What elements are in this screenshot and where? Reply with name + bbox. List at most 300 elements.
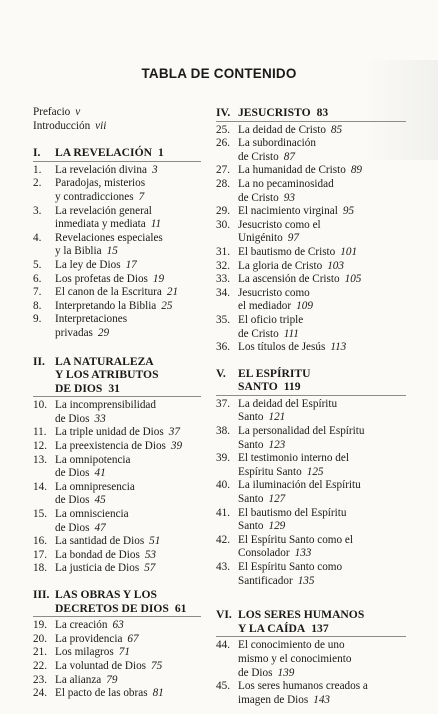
entry-title: [238, 273, 406, 287]
section-title: [238, 608, 406, 635]
entry-title-line: Jesucristo como: [238, 286, 310, 299]
page-number: 109: [296, 300, 313, 313]
toc-entry: [216, 178, 406, 205]
toc-entry: [33, 177, 201, 204]
entry-number: 18.: [33, 562, 47, 575]
entry-number: 28.: [216, 177, 230, 190]
entry-number: 1.: [33, 163, 42, 176]
entry-title-last-line: [55, 300, 201, 314]
entry-title-line: El conocimiento de uno: [238, 639, 345, 652]
section-title: [55, 588, 201, 615]
entry-number: 40.: [216, 479, 230, 492]
entry-title-last-line: [55, 646, 201, 660]
entry-number: 36.: [216, 341, 230, 354]
entry-title: [238, 219, 406, 246]
toc-entry: [33, 633, 201, 647]
entry-title-line: y contradicciones: [55, 190, 134, 203]
toc-column-left: [33, 106, 201, 701]
entry-title-line: Consolador: [238, 547, 290, 560]
page-number: 97: [287, 232, 299, 245]
section-number: III.: [33, 588, 50, 601]
section-title: [55, 146, 201, 160]
section-title-line: SANTO: [238, 380, 278, 394]
page-number: 7: [138, 190, 145, 203]
entry-title-last-line: [55, 286, 201, 300]
section-heading: [216, 608, 406, 635]
toc-entry: [216, 507, 406, 534]
section-title-line: JESUCRISTO: [238, 106, 311, 119]
entry-title: [55, 562, 201, 576]
entry-title-last-line: [55, 273, 201, 287]
entry-title-last-line: [55, 259, 201, 273]
page-number: 45: [94, 494, 106, 507]
page-number: 21: [166, 286, 179, 299]
page-number: 111: [283, 327, 299, 340]
spacer: [216, 355, 406, 367]
section-title: [238, 367, 406, 394]
section-page-number: 83: [316, 106, 329, 119]
page-number: 63: [112, 619, 124, 632]
section-page-number: 119: [283, 380, 301, 394]
entry-title: [55, 440, 201, 454]
entry-title-line: La subordinación: [238, 137, 316, 150]
entry-title-line: La ley de Dios: [55, 258, 121, 271]
entry-title: [55, 300, 201, 314]
toc-entry: [216, 534, 406, 561]
entry-title-line: de Dios: [55, 467, 90, 480]
spacer: [33, 133, 201, 146]
entry-title: [238, 479, 406, 506]
page-number: 89: [350, 164, 362, 177]
entry-title: [55, 313, 201, 340]
entry-title-line: La providencia: [55, 632, 123, 645]
page-number: 41: [94, 467, 106, 480]
entry-title: [238, 561, 406, 588]
entry-number: 12.: [33, 440, 47, 453]
entry-title-line: La creación: [55, 619, 108, 632]
entry-title-line: Los milagros: [55, 646, 114, 659]
page-number: 103: [327, 259, 344, 272]
toc-entry: [33, 481, 201, 508]
toc-entry: [33, 674, 201, 688]
entry-title-line: El oficio triple: [238, 313, 304, 326]
entry-number: 27.: [216, 164, 230, 177]
page-number: 133: [294, 547, 312, 560]
toc-entry: [216, 561, 406, 588]
entry-title: [55, 535, 201, 549]
entry-number: 37.: [216, 397, 230, 410]
page-number: 51: [149, 535, 161, 548]
entry-title-last-line: [238, 547, 406, 561]
page-number: 33: [94, 412, 106, 425]
toc-entry: [33, 646, 201, 660]
page-number: 85: [330, 123, 343, 136]
toc-entry: [216, 260, 406, 274]
toc-entry: [216, 398, 406, 425]
toc-entry: [33, 286, 201, 300]
entry-title-last-line: [238, 694, 406, 708]
toc-entry: [216, 205, 406, 219]
page-number: 3: [151, 163, 158, 176]
prefatory-list: [33, 106, 201, 133]
section-title: [55, 355, 201, 396]
page-number: 87: [283, 150, 295, 163]
entry-title-line: de Dios: [238, 666, 273, 679]
entry-title: [238, 137, 406, 164]
entry-title-line: La ascensión de Cristo: [238, 273, 340, 286]
entry-number: 29.: [216, 205, 230, 218]
page-number: vii: [95, 119, 107, 132]
entry-title: [55, 646, 201, 660]
section-title-line: Y LA CAÍDA: [238, 621, 306, 635]
page-number: 95: [342, 205, 355, 218]
toc-entry: [33, 454, 201, 481]
entry-title-line: El canon de la Escritura: [55, 286, 162, 299]
page-number: 37: [168, 426, 180, 439]
entry-title-line: Los títulos de Jesús: [238, 341, 326, 354]
toc-entry: [216, 425, 406, 452]
entry-number: 2.: [33, 177, 42, 190]
toc-entry: [216, 219, 406, 246]
toc-entry: [216, 680, 406, 707]
entry-title-last-line: [238, 260, 406, 274]
section-rule: [33, 616, 201, 617]
entry-title: [55, 687, 201, 701]
toc-entry: [216, 341, 406, 355]
entry-title-line: Interpretaciones: [55, 313, 128, 326]
entry-number: 11.: [33, 426, 47, 439]
toc-entry: [216, 452, 406, 479]
page-number: 123: [268, 438, 286, 451]
page-number: 53: [144, 548, 157, 561]
entry-number: 16.: [33, 535, 47, 548]
page-number: 143: [313, 693, 330, 706]
entry-number: 30.: [216, 218, 230, 231]
entry-title-line: La iluminación del Espíritu: [238, 479, 361, 492]
entry-title-line: de Dios: [55, 521, 90, 534]
entry-number: 42.: [216, 533, 230, 546]
entry-title-line: Santo: [238, 493, 264, 506]
entry-title-last-line: [238, 205, 406, 219]
entry-title-line: privadas: [55, 326, 93, 339]
entry-number: 9.: [33, 313, 42, 326]
entry-title-last-line: [238, 328, 406, 342]
section-number: I.: [33, 146, 41, 160]
toc-entry: [33, 660, 201, 674]
entry-title-last-line: [238, 246, 406, 260]
entry-number: 7.: [33, 286, 42, 299]
entry-number: 45.: [216, 680, 230, 693]
entry-number: 43.: [216, 561, 230, 573]
entry-title-last-line: [55, 633, 201, 647]
page-number: 125: [306, 465, 324, 478]
entry-title-line: La personalidad del Espíritu: [238, 425, 365, 438]
entry-title-line: Revelaciones especiales: [55, 231, 163, 244]
toc-entry: [216, 314, 406, 341]
entry-title: [238, 680, 406, 707]
page-number: 121: [268, 411, 286, 424]
entry-title-last-line: [55, 191, 201, 205]
entry-title: [55, 633, 201, 647]
entry-number: 32.: [216, 259, 230, 272]
entry-title: [55, 259, 201, 273]
entry-title: [238, 124, 406, 138]
entry-title-line: de Cristo: [238, 327, 279, 340]
section-number: V.: [216, 366, 226, 380]
toc-entry: [33, 619, 201, 633]
section-title-last-line: [55, 382, 201, 396]
entry-title-last-line: [238, 439, 406, 453]
entry-title-line: La revelación divina: [55, 163, 147, 176]
entry-number: 17.: [33, 548, 47, 561]
entry-title-last-line: [55, 494, 201, 508]
entry-title-last-line: [55, 619, 201, 633]
entry-title-last-line: [238, 493, 406, 507]
section-title-last-line: [55, 146, 201, 160]
entry-title-last-line: [55, 218, 201, 232]
entry-title: [238, 398, 406, 425]
entry-title-line: inmediata y mediata: [55, 218, 146, 231]
page-number: 17: [125, 258, 137, 271]
section-title-line: DECRETOS DE DIOS: [55, 601, 169, 615]
section-heading: [216, 367, 406, 394]
entry-title: [238, 452, 406, 479]
entry-title-line: La triple unidad de Dios: [55, 426, 164, 439]
entry-number: 33.: [216, 273, 230, 286]
toc-entry: [33, 687, 201, 701]
entry-title-line: La alianza: [55, 673, 102, 686]
section-rule: [216, 395, 406, 396]
entry-title: [55, 286, 201, 300]
page-number: 139: [277, 666, 295, 679]
entry-title: [238, 314, 406, 341]
entry-number: 23.: [33, 673, 47, 686]
entry-title: [238, 205, 406, 219]
spacer: [33, 341, 201, 355]
toc-entry: [33, 259, 201, 273]
section-title-line: EL ESPÍRITU: [238, 366, 311, 380]
entry-title-last-line: [55, 467, 201, 481]
entry-title: [55, 273, 201, 287]
section-heading: [33, 588, 201, 615]
entry-title-last-line: [55, 660, 201, 674]
entry-title: [238, 287, 406, 314]
entry-title-line: La revelación general: [55, 204, 152, 217]
section-title-last-line: [238, 380, 406, 394]
entry-title-line: Paradojas, misterios: [55, 177, 146, 190]
entry-title-line: El testimonio interno del: [238, 452, 349, 465]
entry-title-line: El Espíritu Santo como el: [238, 533, 353, 546]
entry-title-last-line: [55, 522, 201, 536]
entry-title-line: Santo: [238, 438, 264, 451]
section-page-number: 31: [108, 381, 120, 395]
entry-title-line: La bondad de Dios: [55, 548, 140, 561]
entry-title-line: el mediador: [238, 300, 292, 313]
entry-title-last-line: [55, 562, 201, 576]
entry-number: 6.: [33, 272, 42, 285]
entry-title: [55, 426, 201, 440]
page-number: 19: [152, 272, 165, 285]
prefatory-item: [33, 120, 201, 134]
page-number: 105: [344, 273, 362, 286]
entry-number: 22.: [33, 659, 47, 672]
entry-title-line: Interpretando la Biblia: [55, 299, 157, 312]
entry-title: [55, 232, 201, 259]
section-rule: [216, 121, 406, 122]
entry-number: 24.: [33, 687, 47, 700]
entry-title-last-line: [238, 232, 406, 246]
entry-title: [238, 534, 406, 561]
entry-title-last-line: [55, 535, 201, 549]
section-number: II.: [33, 354, 45, 368]
entry-title-line: El pacto de las obras: [55, 687, 148, 700]
toc-entry: [33, 426, 201, 440]
entry-number: 44.: [216, 639, 230, 652]
entry-title-line: La omnipresencia: [55, 480, 135, 493]
page-number: 75: [151, 659, 163, 672]
toc-entry: [33, 313, 201, 340]
page-number: v: [75, 106, 81, 118]
section-title-last-line: [55, 602, 201, 616]
entry-number: 20.: [33, 632, 47, 645]
entry-title: [238, 507, 406, 534]
toc-entry: [216, 287, 406, 314]
page-number: 47: [94, 521, 106, 534]
section-rule: [33, 396, 201, 397]
entry-title-last-line: [238, 124, 406, 138]
page-number: 57: [144, 562, 156, 575]
entry-title-line: La voluntad de Dios: [55, 659, 147, 672]
toc-column-right: [216, 106, 406, 707]
entry-number: 13.: [33, 453, 47, 466]
page-number: 81: [152, 687, 164, 700]
entry-title-last-line: [238, 273, 406, 287]
section-title-line: LOS SERES HUMANOS: [238, 608, 365, 622]
entry-title-line: La no pecaminosidad: [238, 177, 334, 190]
spacer: [216, 588, 406, 608]
entry-number: 41.: [216, 506, 230, 519]
entry-title-line: La justicia de Dios: [55, 562, 140, 575]
entry-title: [238, 178, 406, 205]
entry-title-last-line: [238, 466, 406, 480]
entry-title: [55, 674, 201, 688]
toc-entry: [216, 124, 406, 138]
entry-title: [238, 246, 406, 260]
section-title-line: LA NATURALEZA: [55, 354, 154, 368]
entry-title: [238, 341, 406, 355]
entry-title: [238, 260, 406, 274]
entry-number: 26.: [216, 137, 230, 150]
entry-number: 39.: [216, 452, 230, 465]
entry-title: [55, 549, 201, 563]
section-rule: [216, 636, 406, 637]
entry-title-line: La humanidad de Cristo: [238, 164, 346, 177]
entry-title-last-line: [238, 192, 406, 206]
right-sections: [216, 106, 406, 707]
page-number: 79: [106, 673, 118, 686]
toc-entry: [216, 246, 406, 260]
left-sections: [33, 146, 201, 701]
section-heading: [216, 106, 406, 120]
entry-number: 15.: [33, 508, 47, 521]
entry-title-last-line: [238, 151, 406, 165]
toc-entry: [33, 273, 201, 287]
toc-entry: [33, 164, 201, 178]
entry-title-last-line: [55, 245, 201, 259]
section-rule: [33, 161, 201, 162]
toc-entry: [216, 273, 406, 287]
section-heading: [33, 146, 201, 160]
entry-title-last-line: [238, 575, 406, 589]
toc-entry: [33, 300, 201, 314]
entry-title: [55, 619, 201, 633]
toc-entry: [33, 535, 201, 549]
section-title-line: DE DIOS: [55, 381, 103, 395]
section-heading: [33, 355, 201, 396]
entry-title-line: El bautismo del Espíritu: [238, 506, 347, 519]
toc-entry: [216, 164, 406, 178]
page-number: 25: [161, 299, 173, 312]
entry-title-last-line: [238, 300, 406, 314]
page-number: 39: [170, 440, 183, 453]
toc-entry: [216, 639, 406, 680]
section-title: [238, 106, 406, 120]
section-title-last-line: [238, 622, 406, 636]
prefatory-label: Introducción: [33, 119, 91, 132]
entry-title-line: Los profetas de Dios: [55, 272, 148, 285]
entry-number: 25.: [216, 123, 230, 136]
entry-title-line: La omnipotencia: [55, 453, 131, 466]
entry-title-line: La incomprensibilidad: [55, 399, 156, 412]
entry-number: 14.: [33, 480, 47, 493]
entry-title: [55, 454, 201, 481]
entry-title-last-line: [55, 674, 201, 688]
section-title-last-line: [238, 106, 406, 120]
entry-title: [238, 164, 406, 178]
entry-number: 38.: [216, 425, 230, 438]
page-number: 11: [150, 218, 162, 231]
entry-title-line: La omnisciencia: [55, 508, 129, 521]
entry-number: 19.: [33, 619, 47, 632]
entry-number: 5.: [33, 258, 42, 271]
toc-entry: [33, 399, 201, 426]
entry-number: 3.: [33, 204, 42, 217]
entry-title-line: Santo: [238, 520, 264, 533]
entry-number: 34.: [216, 286, 230, 299]
entry-title-last-line: [55, 413, 201, 427]
entry-title: [55, 205, 201, 232]
section-title-line: LAS OBRAS Y LOS: [55, 588, 157, 601]
prefatory-item: [33, 106, 201, 120]
entry-title: [55, 177, 201, 204]
entry-title-line: La preexistencia de Dios: [55, 440, 166, 453]
entry-title: [55, 481, 201, 508]
entry-title-line: de Cristo: [238, 150, 279, 163]
entry-title: [238, 425, 406, 452]
entry-title-last-line: [55, 687, 201, 701]
section-number: VI.: [216, 608, 232, 622]
entry-number: 10.: [33, 399, 47, 412]
page-number: 29: [97, 326, 110, 339]
entry-title-line: Santificador: [238, 574, 293, 587]
entry-title-last-line: [238, 164, 406, 178]
entry-title-line: mismo y el conocimiento: [238, 652, 352, 665]
entry-title: [55, 660, 201, 674]
page-number: 101: [340, 245, 358, 258]
toc-entry: [33, 508, 201, 535]
section-title-line: Y LOS ATRIBUTOS: [55, 368, 159, 382]
entry-title-line: La gloria de Cristo: [238, 259, 323, 272]
